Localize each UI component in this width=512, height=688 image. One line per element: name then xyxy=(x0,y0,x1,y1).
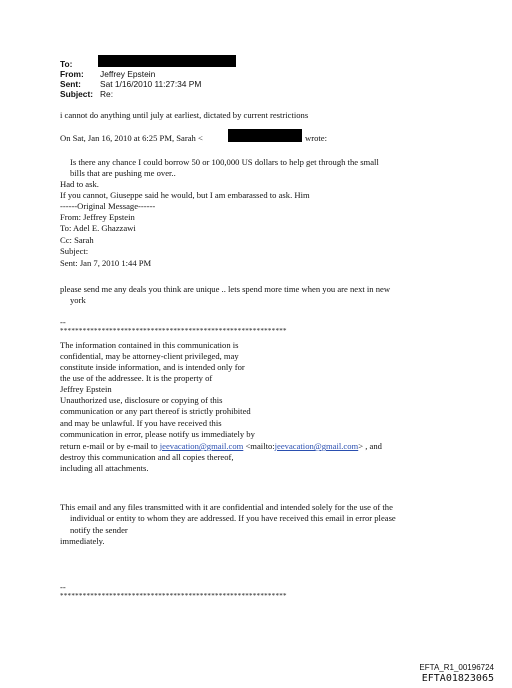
quote-line-2: bills that are pushing me over.. xyxy=(70,168,176,178)
quote-wrote: wrote: xyxy=(305,133,327,143)
stars-divider-bottom: ************************************************************ xyxy=(60,592,287,600)
bates-ref-2: EFTA01823065 xyxy=(421,673,494,684)
orig-body-2: york xyxy=(70,295,86,305)
quote-line-3: Had to ask. xyxy=(60,179,99,189)
subject-value: Re: xyxy=(100,89,114,99)
disclaimer-line-8: and may be unlawful. If you have received this xyxy=(60,418,222,428)
disclaimer-line-5: Jeffrey Epstein xyxy=(60,384,112,394)
confidential-line-4: immediately. xyxy=(60,536,105,546)
disclaimer-line-10-a: return e-mail or by e-mail to xyxy=(60,441,160,451)
subject-label: Subject: xyxy=(60,89,94,99)
email-link-2[interactable]: jeevacation@gmail.com xyxy=(274,441,359,451)
sent-value: Sat 1/16/2010 11:27:34 PM xyxy=(100,79,202,89)
disclaimer-line-10 xyxy=(60,441,382,451)
original-message-sep: ------Original Message------ xyxy=(60,201,156,211)
orig-cc: Cc: Sarah xyxy=(60,235,94,245)
orig-subject: Subject: xyxy=(60,246,89,256)
disclaimer-line-11: destroy this communication and all copies thereof, xyxy=(60,452,234,462)
confidential-line-3: notify the sender xyxy=(70,525,128,535)
quote-line-4: If you cannot, Giuseppe said he would, but I am embarassed to ask. Him xyxy=(60,190,310,200)
disclaimer-line-1: The information contained in this communication is xyxy=(60,340,239,350)
disclaimer-line-4: the use of the addressee. It is the property of xyxy=(60,373,213,383)
confidential-line-1: This email and any files transmitted with it are confidential and intended solely for the use of the xyxy=(60,502,393,512)
disclaimer-line-10-c: > , and xyxy=(358,441,382,451)
quote-prefix: On Sat, Jan 16, 2010 at 6:25 PM, Sarah < xyxy=(60,133,203,143)
disclaimer-line-10-b: <mailto: xyxy=(243,441,275,451)
bates-ref-1: EFTA_R1_00196724 xyxy=(419,663,494,672)
reply-text: i cannot do anything until july at earliest, dictated by current restrictions xyxy=(60,110,309,120)
orig-sent: Sent: Jan 7, 2010 1:44 PM xyxy=(60,258,152,268)
from-label: From: xyxy=(60,69,84,79)
orig-from: From: Jeffrey Epstein xyxy=(60,212,135,222)
quote-line-1: Is there any chance I could borrow 50 or 100,000 US dollars to help get through the small xyxy=(70,157,379,167)
disclaimer-line-7: communication or any part thereof is strictly prohibited xyxy=(60,406,251,416)
disclaimer-line-3: constitute inside information, and is intended only for xyxy=(60,362,245,372)
redaction-email xyxy=(228,129,302,142)
to-label: To: xyxy=(60,59,73,69)
bottom-separator: -- xyxy=(60,582,66,592)
signature-separator: -- xyxy=(60,317,66,327)
disclaimer-line-6: Unauthorized use, disclosure or copying of this xyxy=(60,395,223,405)
quote-header xyxy=(60,133,203,143)
orig-to: To: Adel E. Ghazzawi xyxy=(60,223,136,233)
sent-label: Sent: xyxy=(60,79,81,89)
email-link-1[interactable]: jeevacation@gmail.com xyxy=(159,441,244,451)
confidential-line-2: individual or entity to whom they are addressed. If you have received this email in error please xyxy=(70,513,396,523)
orig-body-1: please send me any deals you think are unique .. lets spend more time when you are next in new xyxy=(60,284,391,294)
disclaimer-line-12: including all attachments. xyxy=(60,463,149,473)
disclaimer-line-2: confidential, may be attorney-client privileged, may xyxy=(60,351,239,361)
disclaimer-line-9: communication in error, please notify us immediately by xyxy=(60,429,255,439)
stars-divider-top: ************************************************************ xyxy=(60,327,287,335)
redaction-to xyxy=(98,55,236,67)
from-value: Jeffrey Epstein xyxy=(100,69,156,79)
